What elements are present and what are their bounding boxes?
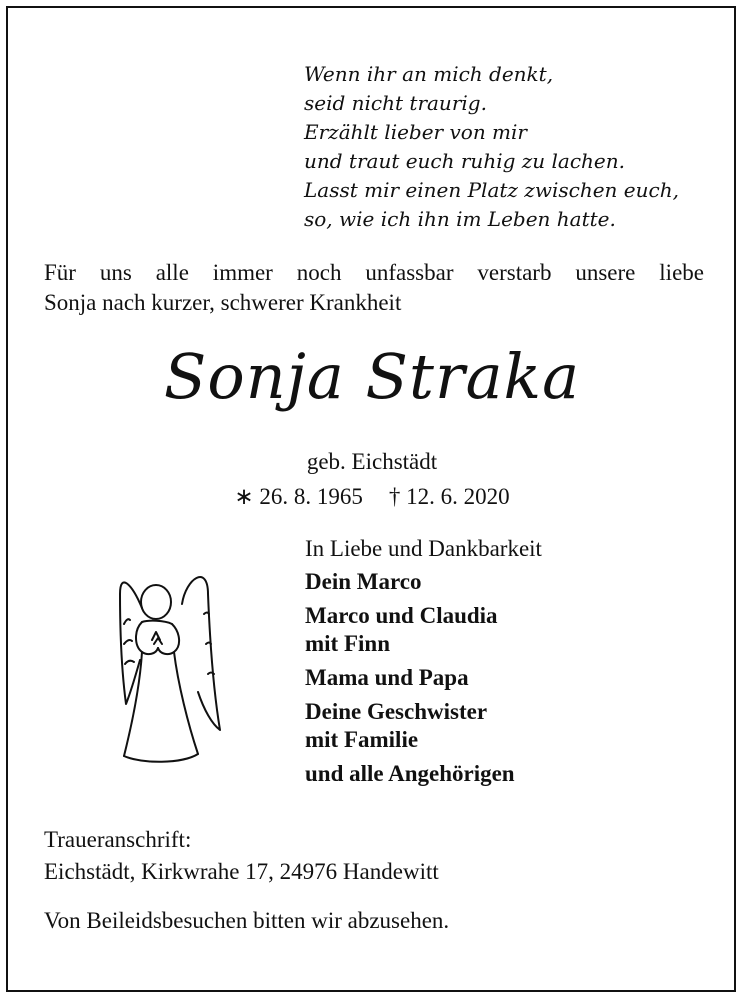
mourner-line: und alle Angehörigen [305, 761, 515, 786]
mourners [305, 534, 542, 794]
angel-icon [112, 564, 224, 770]
mourner-group [305, 602, 542, 658]
poem [304, 60, 679, 234]
mourner-line: Dein Marco [305, 569, 422, 594]
birth-date: ∗ 26. 8. 1965 [234, 484, 363, 509]
mourner-line: Marco und Claudia [305, 603, 498, 628]
mourner-line: mit Finn [305, 631, 390, 656]
poem-line: seid nicht traurig. [304, 91, 487, 115]
intro-text [44, 258, 704, 318]
intro-line: Für uns alle immer noch unfassbar verstarb unsere liebe [44, 260, 704, 285]
poem-line: Erzählt lieber von mir [304, 120, 527, 144]
address-label: Traueranschrift: [44, 827, 192, 852]
closing-note: Von Beileidsbesuchen bitten wir abzusehen. [44, 908, 450, 933]
birth-name: geb. Eichstädt [306, 449, 438, 474]
mourner-group [305, 568, 542, 596]
mourner-line: Mama und Papa [305, 665, 469, 690]
mourning-address [44, 824, 439, 888]
poem-line: und traut euch ruhig zu lachen. [304, 149, 626, 173]
mourner-group [305, 664, 542, 692]
life-dates [0, 482, 744, 512]
intro-line: Sonja nach kurzer, schwerer Krankheit [44, 290, 402, 315]
poem-line: Lasst mir einen Platz zwischen euch, [304, 178, 679, 202]
address-value: Eichstädt, Kirkwrahe 17, 24976 Handewitt [44, 859, 439, 884]
death-date: † 12. 6. 2020 [388, 484, 510, 509]
mourner-group [305, 698, 542, 754]
mourner-line: Deine Geschwister [305, 699, 488, 724]
mourners-lead: In Liebe und Dankbarkeit [305, 536, 542, 561]
poem-line: so, wie ich ihn im Leben hatte. [304, 207, 616, 231]
poem-line: Wenn ihr an mich denkt, [304, 62, 554, 86]
deceased-name: Sonja Straka [163, 340, 581, 413]
mourner-group [305, 760, 542, 788]
mourner-line: mit Familie [305, 727, 419, 752]
